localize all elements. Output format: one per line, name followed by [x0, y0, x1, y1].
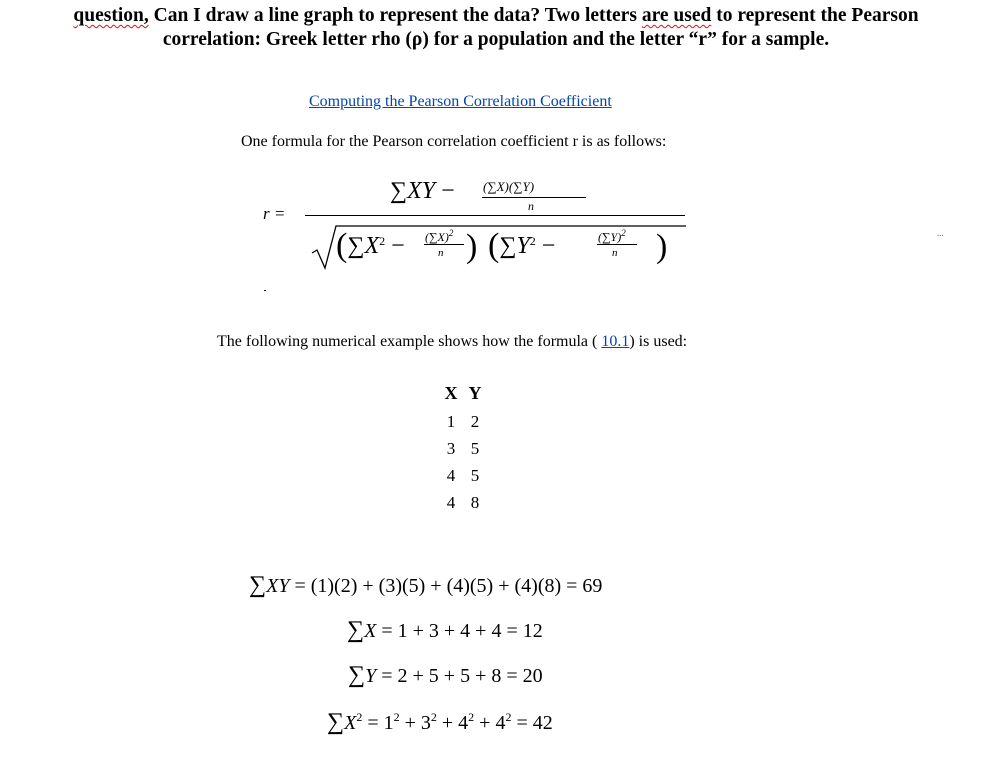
sum-y-equation: ∑Y = 2 + 5 + 5 + 8 = 20: [348, 662, 543, 688]
data-table: [439, 378, 487, 516]
table-row: 4 8: [446, 492, 480, 512]
y-fraction-n: n: [612, 247, 618, 259]
x-fraction-bar: [424, 244, 464, 245]
denominator: ($\sum X^2$ −: [336, 227, 405, 264]
x-fraction-n: n: [438, 247, 444, 259]
column-header-x: X: [444, 382, 458, 403]
main-fraction-bar: [305, 215, 685, 216]
intro-text: One formula for the Pearson correlation coefficient r is as follows:: [241, 133, 667, 150]
squiggle-phrase: are used: [641, 5, 712, 26]
formula-lhs: r =: [263, 204, 286, 223]
denominator-y: ($\sum Y^2$ −: [488, 227, 556, 264]
more-icon: ...: [937, 228, 944, 238]
sum-x-equation: ∑X = 1 + 3 + 4 + 4 = 12: [347, 617, 543, 643]
table-row: 4 5: [446, 465, 480, 485]
table-row: 1 2: [446, 411, 480, 431]
question-label: question,: [73, 5, 149, 26]
denominator-x-frac-top: $(\sum X)^2$: [425, 228, 454, 244]
formula-ref-link[interactable]: 10.1: [601, 333, 630, 350]
denominator-y-frac-top: $(\sum Y)^2$: [598, 228, 626, 244]
y-fraction-bar: [597, 244, 637, 245]
sum-xy-equation: ∑XY = (1)(2) + (3)(5) + (4)(5) + (4)(8) = 69: [249, 572, 603, 598]
pearson-section-link[interactable]: Computing the Pearson Correlation Coefficient: [309, 93, 612, 110]
numerator-fraction-n: n: [528, 199, 534, 213]
question-line-2: correlation: Greek letter rho (ρ) for a population and the letter “r” for a sample.: [162, 29, 830, 50]
numerator-fraction-top: (∑X)(∑Y): [483, 179, 535, 194]
question-text: [0, 4, 992, 52]
example-text: The following numerical example shows how the formula ( 10.1) is used:: [217, 333, 688, 350]
formula-numerator: ∑XY −: [390, 178, 455, 204]
table-row: 3 5: [446, 438, 480, 458]
sum-x-squared-equation: $\sum X^2 = 1^2 + 3^2 + 4^2 + 4^2 = 42$: [327, 709, 553, 735]
numerator-fraction-bar: [482, 197, 586, 198]
question-line-1: question, Can I draw a line graph to represent the data? Two letters are used to represent the Pearson: [73, 5, 919, 26]
column-header-y: Y: [468, 382, 482, 403]
